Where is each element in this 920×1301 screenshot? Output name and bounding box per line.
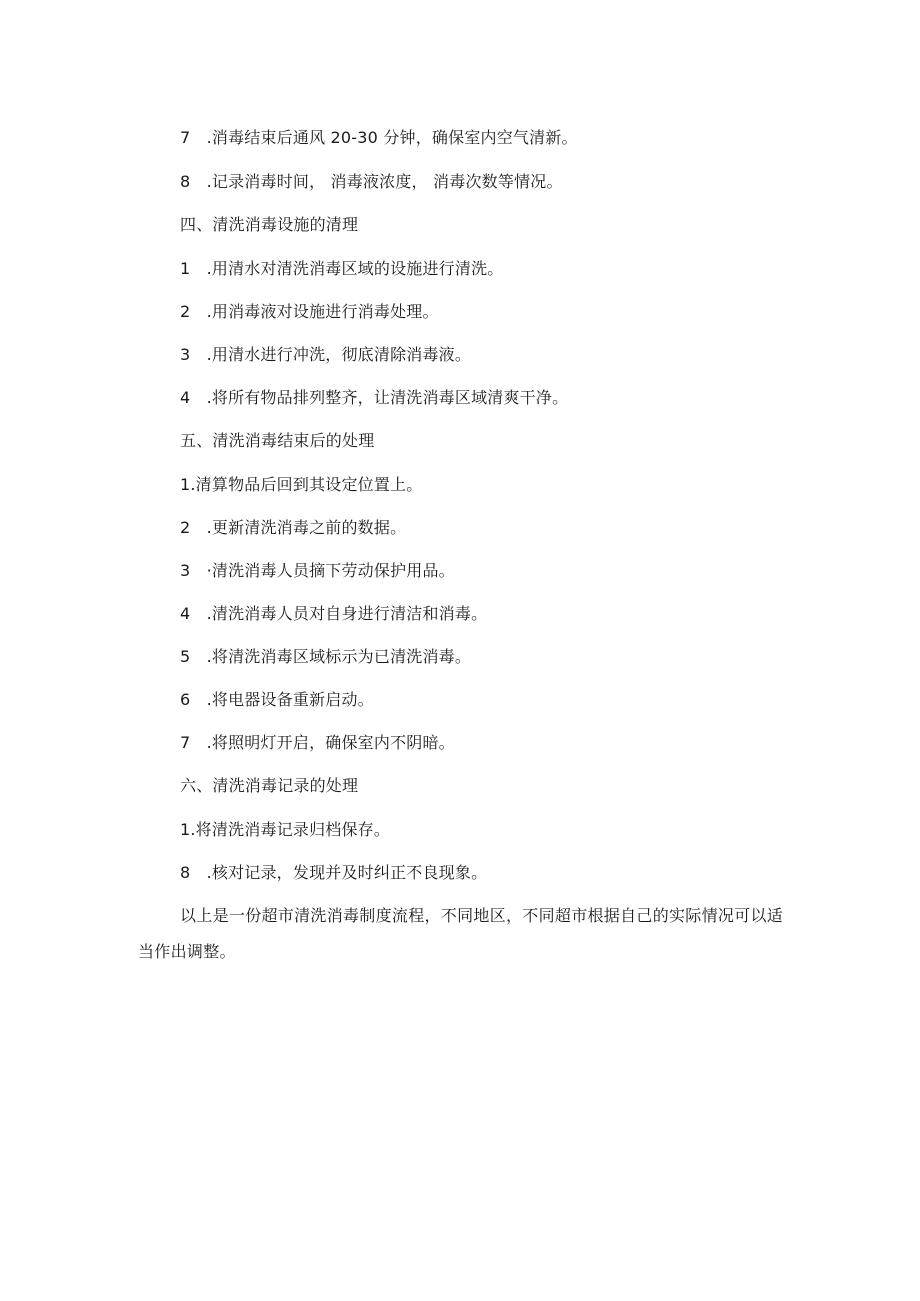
section-5-step-4: 4 .清洗消毒人员对自身进行清洁和消毒。 — [180, 604, 488, 623]
step-7-ventilate: 7 .消毒结束后通风 20-30 分钟，确保室内空气清新。 — [180, 128, 578, 147]
section-5-step-1: 1.清算物品后回到其设定位置上。 — [180, 475, 423, 494]
section-5-step-2: 2 .更新清洗消毒之前的数据。 — [180, 518, 407, 537]
section-4-step-3: 3 .用清水进行冲洗，彻底清除消毒液。 — [180, 345, 472, 364]
section-4-step-4: 4 .将所有物品排列整齐，让清洗消毒区域清爽干净。 — [180, 388, 569, 407]
section-4-step-2: 2 .用消毒液对设施进行消毒处理。 — [180, 302, 439, 321]
section-5-step-3: 3 ·清洗消毒人员摘下劳动保护用品。 — [180, 561, 455, 580]
step-8-record: 8 .记录消毒时间， 消毒液浓度， 消毒次数等情况。 — [180, 172, 563, 191]
section-4-step-1: 1 .用清水对清洗消毒区域的设施进行清洗。 — [180, 259, 504, 278]
section-6-heading: 六、清洗消毒记录的处理 — [180, 776, 359, 795]
section-6-step-2: 8 .核对记录，发现并及时纠正不良现象。 — [180, 863, 488, 882]
closing-paragraph: 以上是一份超市清洗消毒制度流程，不同地区，不同超市根据自己的实际情况可以适当作出调整。 — [138, 906, 784, 961]
section-4-heading: 四、清洗消毒设施的清理 — [180, 215, 359, 234]
section-6-step-1: 1.将清洗消毒记录归档保存。 — [180, 820, 391, 839]
section-5-step-7: 7 .将照明灯开启，确保室内不阴暗。 — [180, 733, 455, 752]
section-5-step-5: 5 .将清洗消毒区域标示为已清洗消毒。 — [180, 647, 472, 666]
section-5-heading: 五、清洗消毒结束后的处理 — [180, 431, 375, 450]
section-5-step-6: 6 .将电器设备重新启动。 — [180, 690, 374, 709]
